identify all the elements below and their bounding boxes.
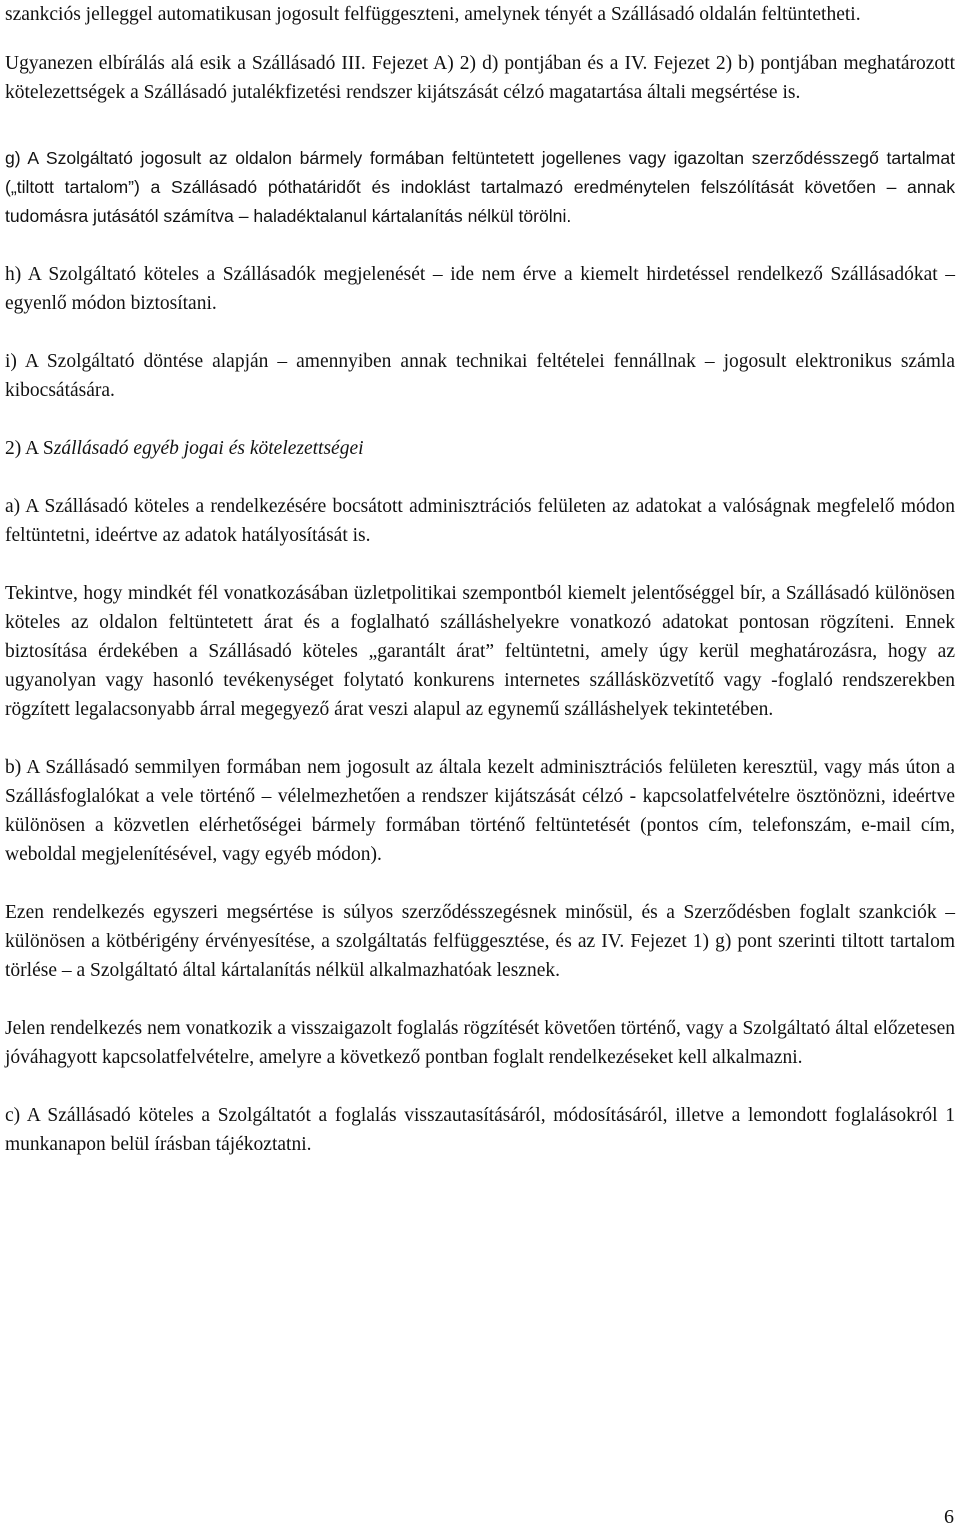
- paragraph-a: a) A Szállásadó köteles a rendelkezésére bocsátott adminisztrációs felületen az adatokat a valóságnak megfelelő módon feltüntetni, ideértve az adatok hatályosítását is.: [5, 496, 955, 546]
- paragraph-g: g) A Szolgáltató jogosult az oldalon bármely formában feltüntetett jogellenes vagy igazoltan szerződésszegő tartalmat („tiltott tartalom”) a Szállásadó póthatáridőt és indoklást tartalmazó eredménytelen felszólítását követően – annak tudomásra jutásától számítva – haladéktalanul kártalanítás nélkül törölni.: [5, 148, 955, 226]
- section-heading-number: 2) A S: [5, 438, 54, 459]
- paragraph-c: c) A Szállásadó köteles a Szolgáltatót a foglalás visszautasításáról, módosításáról, illetve a lemondott foglalásokról 1 munkanapon belül írásban tájékoztatni.: [5, 1105, 955, 1155]
- page-number: 6: [944, 1506, 954, 1528]
- section-heading-title: zállásadó egyéb jogai és kötelezettségei: [53, 438, 364, 459]
- document-page: [5, 0, 955, 1159]
- paragraph-ugyanezen: Ugyanezen elbírálás alá esik a Szállásadó III. Fejezet A) 2) d) pontjában és a IV. Fejezet 2) b) pontjában meghatározott kötelezettségek a Szállásadó jutalékfizetési rendszer kijátszását célzó magatartása általi megsértése is.: [5, 53, 955, 103]
- paragraph-jelen: Jelen rendelkezés nem vonatkozik a visszaigazolt foglalás rögzítését követően történő, vagy a Szolgáltató által előzetesen jóváhagyott kapcsolatfelvételre, amelyre a következő pontban foglalt rendelkezéseket kell alkalmazni.: [5, 1018, 955, 1068]
- paragraph-h: h) A Szolgáltató köteles a Szállásadók megjelenését – ide nem érve a kiemelt hirdetéssel rendelkező Szállásadókat – egyenlő módon biztosítani.: [5, 264, 955, 314]
- paragraph-i: i) A Szolgáltató döntése alapján – amennyiben annak technikai feltételei fennállnak – jogosult elektronikus számla kibocsátására.: [5, 351, 955, 401]
- paragraph-ezen: Ezen rendelkezés egyszeri megsértése is súlyos szerződésszegésnek minősül, és a Szerződésben foglalt szankciók – különösen a kötbérigény érvényesítése, a szolgáltatás felfüggesztése, és az IV. Fejezet 1) g) pont szerinti tiltott tartalom törlése – a Szolgáltató által kártalanítás nélkül alkalmazhatóak lesznek.: [5, 902, 955, 981]
- paragraph-tekintve: Tekintve, hogy mindkét fél vonatkozásában üzletpolitikai szempontból kiemelt jelentőséggel bír, a Szállásadó különösen köteles az oldalon feltüntetett árat és a foglalható szálláshelyekre vonatkozó adatokat pontosan rögzíteni. Ennek biztosítása érdekében a Szállásadó köteles „garantált árat” feltüntetni, amely úgy kerül meghatározásra, hogy az ugyanolyan vagy hasonló tevékenységet folytató konkurens internetes szállásközvetítő vagy -foglaló rendszerekben rögzített legalacsonyabb árral megegyező árat veszi alapul az egynemű szálláshelyek tekintetében.: [5, 583, 955, 720]
- paragraph-b: b) A Szállásadó semmilyen formában nem jogosult az általa kezelt adminisztrációs felületen keresztül, vagy más úton a Szállásfoglalókat a vele történő – vélelmezhetően a rendszer kijátszását célzó - kapcsolatfelvételre ösztönözni, ideértve különösen a közvetlen elérhetőségei bármely formában történő feltüntetését (pontos cím, telefonszám, e-mail cím, weboldal megjelenítésével, vagy egyéb módon).: [5, 757, 955, 865]
- paragraph-intro: szankciós jelleggel automatikusan jogosult felfüggeszteni, amelynek tényét a Szállásadó oldalán feltüntetheti.: [5, 4, 861, 25]
- section-heading: [5, 434, 955, 463]
